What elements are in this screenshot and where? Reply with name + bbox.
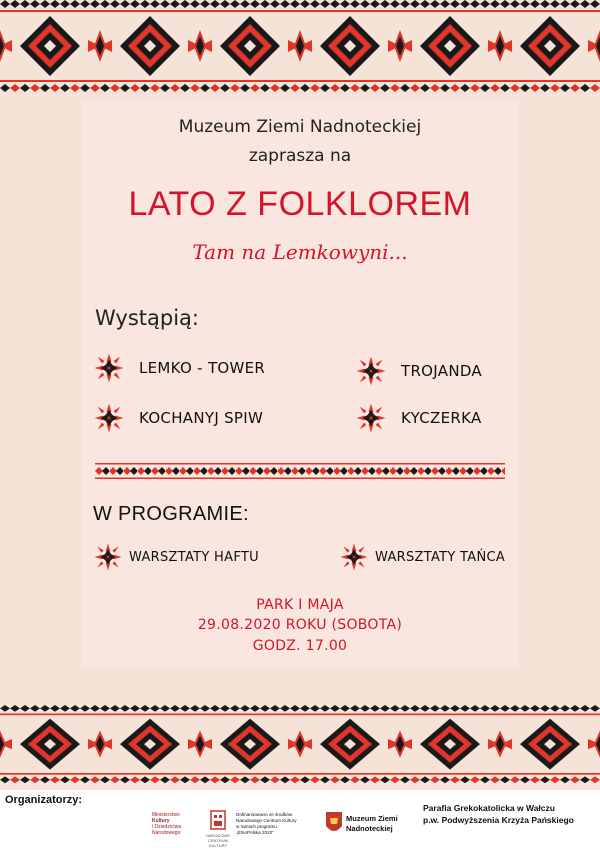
star-ornament-icon [93, 352, 125, 384]
performer-item [355, 355, 482, 387]
ministry-logo-line: Narodowego [152, 830, 181, 836]
invites-text: zaprasza na [248, 146, 352, 166]
star-ornament-icon [355, 402, 387, 434]
event-subtitle: Tam na Lemkowyni... [192, 240, 408, 264]
parish-text [423, 802, 574, 826]
program-item [339, 542, 505, 572]
program-label: W PROGRAMIE: [93, 503, 249, 525]
ministry-logo-line: i Dziedzictwa [152, 824, 182, 830]
performer-name: LEMKO - TOWER [139, 359, 266, 377]
event-date: 29.08.2020 ROKU (SOBOTA) [197, 617, 403, 633]
museum-logo-text [346, 814, 398, 834]
star-ornament-icon [93, 542, 123, 572]
museum-logo-line: Muzeum Ziemi [346, 814, 398, 823]
footer [0, 790, 600, 848]
performer-name: KOCHANYJ SPIW [139, 409, 264, 427]
performer-name: KYCZERKA [401, 409, 482, 427]
funding-line: Dofinansowano ze środków [236, 812, 293, 817]
event-place: PARK I MAJA [256, 597, 344, 613]
program-item-label: WARSZTATY HAFTU [129, 549, 259, 565]
museum-logo-line: Nadnoteckiej [346, 824, 393, 833]
funding-line: w ramach programu [236, 824, 277, 829]
program-item-label: WARSZTATY TAŃCA [375, 549, 506, 565]
performer-item [93, 352, 265, 384]
event-time: GODZ. 17.00 [252, 638, 348, 654]
star-ornament-icon [93, 402, 125, 434]
funding-line: „EtnoPolska 2020” [236, 830, 274, 835]
performer-item [355, 402, 482, 434]
star-ornament-icon [339, 542, 369, 572]
ministry-logo [152, 812, 207, 838]
embroidery-border-bottom [0, 705, 600, 790]
embroidery-divider [95, 463, 505, 479]
museum-name: Muzeum Ziemi Nadnoteckiej [178, 117, 422, 137]
ministry-logo-line: Kultury [152, 818, 170, 824]
performer-item [93, 402, 263, 434]
organizers-label: Organizatorzy: [5, 794, 83, 806]
ncc-logo-icon [210, 810, 226, 832]
parish-line: p.w. Podwyższenia Krzyża Pańskiego [423, 815, 574, 825]
performer-name: TROJANDA [401, 362, 482, 380]
funding-line: Narodowego Centrum Kultury [236, 818, 297, 823]
museum-crest-icon [325, 810, 343, 836]
ncc-logo-text: NARODOWE CENTRUM KULTURY [206, 833, 230, 848]
event-title: LATO Z FOLKLOREM [128, 185, 472, 223]
performers-label: Wystąpią: [95, 306, 199, 330]
embroidery-border-top [0, 0, 600, 100]
program-item [93, 542, 259, 572]
ministry-logo-line: Ministerstwo [152, 812, 180, 818]
parish-line: Parafia Grekokatolicka w Wałczu [423, 803, 555, 813]
star-ornament-icon [355, 355, 387, 387]
funding-note [236, 812, 308, 836]
